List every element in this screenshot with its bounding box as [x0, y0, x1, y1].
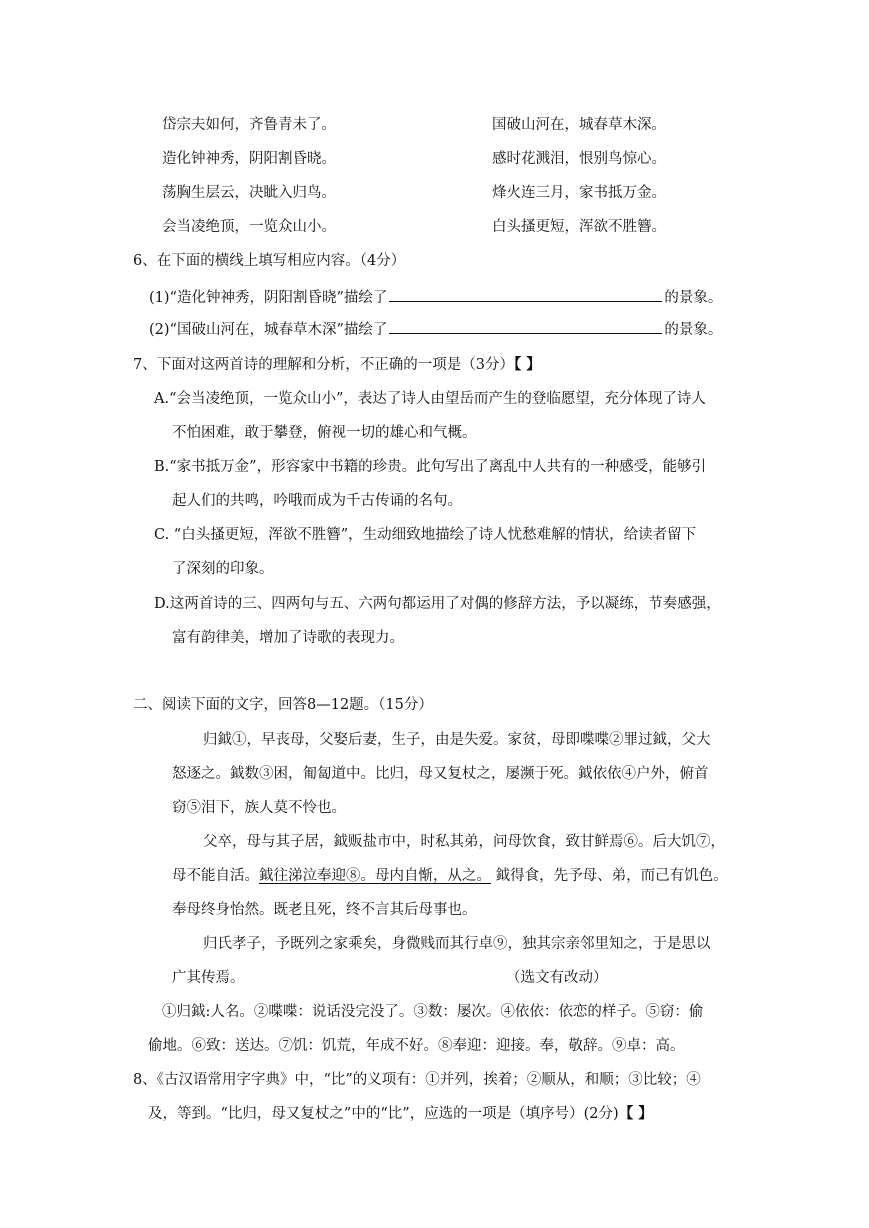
source-note: （选文有改动）: [506, 970, 608, 986]
answer-bracket[interactable]: 【 】: [513, 356, 541, 373]
poem-line: 国破山河在，城春草木深。: [492, 117, 666, 133]
annotation-line: ①归鉞:人名。②喋喋：说话没完没了。③数：屡次。④依依：依恋的样子。⑤窃：偷: [162, 1004, 704, 1020]
option-c-line-1: C. “白头搔更短，浑欲不胜簪”，生动细致地描绘了诗人忧愁难解的情状，给读者留下: [154, 527, 697, 543]
annotation-line: 偷地。⑥致：送达。⑦饥：饥荒，年成不好。⑧奉迎：迎接。奉，敬辞。⑨卓：高。: [148, 1038, 685, 1054]
question-8-text: 及，等到。“比归，母又复杖之”中的“比”，应选的一项是（填序号）(2分): [148, 1106, 619, 1122]
question-7-title: [133, 353, 541, 374]
question-6-title: 6、在下面的横线上填写相应内容。（4分）: [133, 253, 406, 269]
answer-blank-2[interactable]: [389, 319, 662, 334]
poem-line: 造化钟神秀，阴阳割昏晓。: [162, 151, 336, 167]
poem-line: 荡胸生层云，决眦入归鸟。: [162, 185, 336, 201]
option-b-line-2: 起人们的共鸣，吟哦而成为千古传诵的名句。: [172, 493, 462, 509]
passage-line: 奉母终身怡然。既老且死，终不言其后母事也。: [172, 902, 477, 918]
answer-bracket[interactable]: 【 】: [618, 1105, 653, 1122]
poem-line: 感时花溅泪，恨别鸟惊心。: [492, 151, 666, 167]
option-a-line-1: A.“会当凌绝顶，一览众山小”，表达了诗人由望岳而产生的登临愿望，充分体现了诗人: [154, 391, 706, 407]
option-d-line-1: D.这两首诗的三、四两句与五、六两句都运用了对偶的修辞方法，予以凝练，节奏感强，: [154, 596, 721, 612]
passage-line: [172, 864, 728, 885]
underlined-sentence: 鉞往涕泣奉迎⑧。母内自惭，从之。: [259, 868, 491, 884]
question-8-line-2: [148, 1102, 653, 1123]
option-b-line-1: B.“家书抵万金”，形容家中书籍的珍贵。此句写出了离乱中人共有的一种感受，能够引: [154, 459, 707, 475]
passage-line: 怒逐之。鉞数③困，匍匐道中。比归，母又复杖之，屡濒于死。鉞依依④户外，俯首: [172, 766, 709, 782]
question-7-text: 7、下面对这两首诗的理解和分析，不正确的一项是（3分）: [133, 357, 514, 373]
passage-line: 父卒，母与其子居，鉞贩盐市中，时私其弟，问母饮食，致甘鲜焉⑥。后大饥⑦，: [203, 834, 725, 850]
question-6-item-1: [149, 286, 722, 307]
answer-blank-1[interactable]: [389, 287, 662, 302]
question-8-line-1: 8、《古汉语常用字字典》中，“比”的义项有：①并列，挨着；②顺从，和顺；③比较；④: [133, 1072, 701, 1088]
passage-line: 归氏孝子，予既列之家乘矣，身微贱而其行卓⑨，独其宗亲邻里知之，于是思以: [203, 936, 711, 952]
option-a-line-2: 不怕困难，敢于攀登，俯视一切的雄心和气概。: [172, 425, 477, 441]
poem-line: 会当凌绝顶，一览众山小。: [162, 219, 336, 235]
question-6-item-2: [149, 318, 722, 339]
section-2-title: 二、阅读下面的文字，回答8—12题。（15分）: [133, 697, 433, 713]
item-prefix: (1)“造化钟神秀，阴阳割昏晓”描绘了: [149, 290, 388, 306]
passage-text: 母不能自活。: [172, 868, 259, 884]
item-prefix: (2)“国破山河在，城春草木深”描绘了: [149, 322, 388, 338]
poem-line: 白头搔更短，浑欲不胜簪。: [492, 219, 666, 235]
option-c-line-2: 了深刻的印象。: [172, 561, 274, 577]
passage-line: 广其传焉。: [172, 970, 245, 986]
item-suffix: 的景象。: [664, 290, 723, 306]
poem-line: 烽火连三月，家书抵万金。: [492, 185, 666, 201]
option-d-line-2: 富有韵律美，增加了诗歌的表现力。: [172, 630, 404, 646]
item-suffix: 的景象。: [664, 322, 723, 338]
passage-text: 鉞得食，先予母、弟，而己有饥色。: [491, 868, 728, 884]
passage-line: 归鉞①，早丧母，父娶后妻，生子，由是失爱。家贫，母即喋喋②罪过鉞，父大: [203, 732, 711, 748]
poem-line: 岱宗夫如何，齐鲁青未了。: [162, 117, 336, 133]
passage-line: 窃⑤泪下，族人莫不怜也。: [172, 800, 346, 816]
